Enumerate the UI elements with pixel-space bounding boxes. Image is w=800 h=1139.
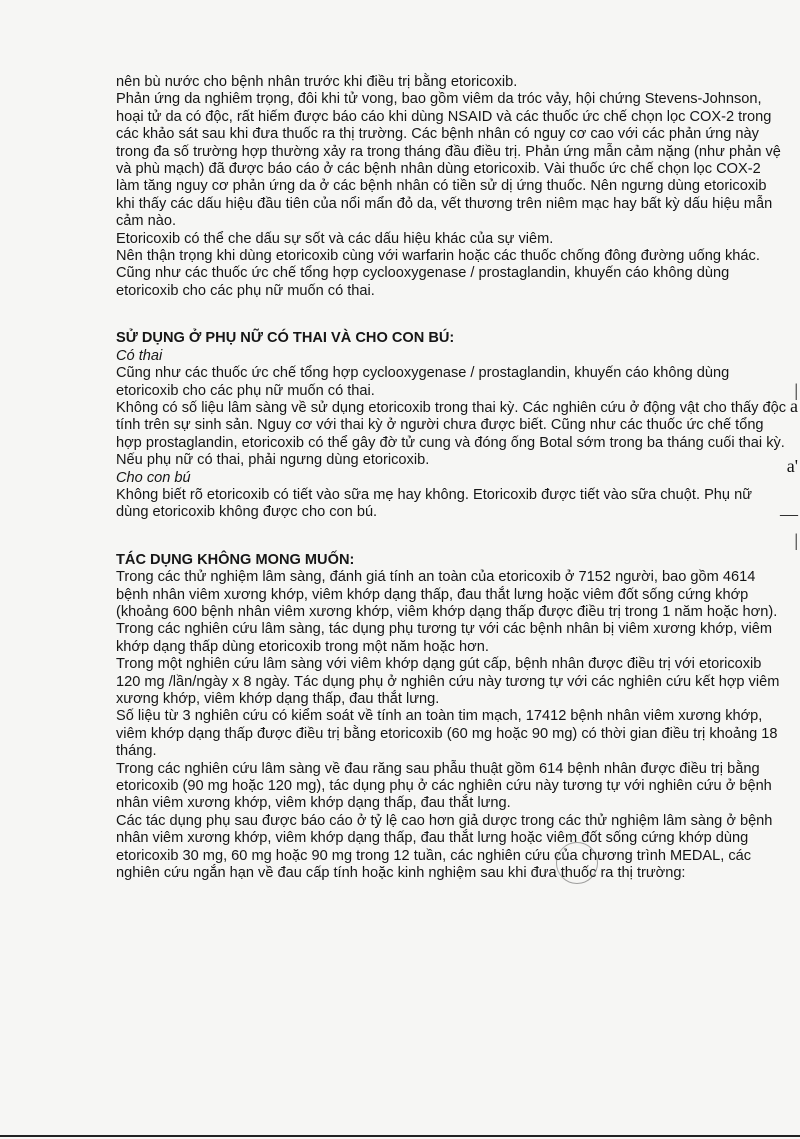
paragraph: nên bù nước cho bệnh nhân trước khi điều trị bằng etoricoxib.	[116, 74, 518, 90]
paragraph: Không có số liệu lâm sàng về sử dụng etoricoxib trong thai kỳ. Các nghiên cứu ở động vật cho thấy độc tính trên sự sinh sản. Nguy cơ với thai kỳ ở người chưa được biết. Cũng như các thuốc ức chế tổng hợp prostaglandin, etoricoxib có thể gây đờ tử cung và đóng ống Botal sớm trong ba tháng cuối thai kỳ. Nếu phụ nữ có thai, phải ngưng dùng etoricoxib.	[116, 399, 787, 469]
paragraph: Các tác dụng phụ sau được báo cáo ở tỷ lệ cao hơn giả dược trong các thử nghiệm lâm sàng ở bệnh nhân viêm xương khớp, viêm khớp dạng thấp, đau thắt lưng hoặc viêm đốt sống cứng khớp dùng etoricoxib 30 mg, 60 mg hoặc 90 mg trong 12 tuần, các nghiên cứu của chương trình MEDAL, các nghiên cứu ngắn hạn về đau cấp tính hoặc kinh nghiệm sau khi đưa thuốc ra thị trường:	[116, 812, 773, 882]
paragraph: Trong các nghiên cứu lâm sàng về đau răng sau phẫu thuật gồm 614 bệnh nhân được điều trị bằng etoricoxib (90 mg hoặc 120 mg), tác dụng phụ ở các nghiên cứu này tương tự với nghiên cứu ở bệnh nhân viêm xương khớp, viêm khớp dạng thấp, đau thắt lưng.	[116, 760, 772, 812]
section-heading-adverse-effects: TÁC DỤNG KHÔNG MONG MUỐN:	[116, 551, 355, 568]
paragraph: Nên thận trọng khi dùng etoricoxib cùng với warfarin hoặc các thuốc chống đông đường uống khác.	[116, 248, 760, 265]
paragraph: Trong một nghiên cứu lâm sàng với viêm khớp dạng gút cấp, bệnh nhân được điều trị với etoricoxib 120 mg /lần/ngày x 8 ngày. Tác dụng phụ ở nghiên cứu này tương tự với các nghiên cứu kết hợp viêm xương khớp, viêm khớp dạng thấp, đau thắt lưng.	[116, 656, 780, 707]
edge-mark: a'	[786, 456, 798, 476]
edge-mark: a	[790, 396, 798, 416]
subheading-pregnancy: Có thai	[116, 347, 163, 364]
stamp-mark	[556, 842, 598, 884]
paragraph: Trong các thử nghiệm lâm sàng, đánh giá tính an toàn của etoricoxib ở 7152 người, bao gồm 4614 bệnh nhân viêm xương khớp, viêm khớp dạng thấp, đau thắt lưng hoặc viêm đốt sống cứng khớp (khoảng 600 bệnh nhân viêm xương khớp, viêm khớp dạng thấp được điều trị trong 1 năm hoặc hơn).	[116, 569, 778, 620]
document-page	[116, 74, 788, 882]
edge-mark: |	[794, 530, 798, 550]
page-edge-marks	[776, 380, 800, 580]
section-heading-pregnancy: SỬ DỤNG Ở PHỤ NỮ CÓ THAI VÀ CHO CON BÚ:	[116, 330, 455, 347]
paragraph: Cũng như các thuốc ức chế tổng hợp cyclooxygenase / prostaglandin, khuyến cáo không dùng etoricoxib cho các phụ nữ muốn có thai.	[116, 265, 730, 299]
edge-mark: |	[794, 380, 798, 400]
paragraph: Không biết rõ etoricoxib có tiết vào sữa mẹ hay không. Etoricoxib được tiết vào sữa chuột. Phụ nữ dùng etoricoxib không được cho con bú.	[116, 486, 752, 521]
bottom-edge-line	[0, 1135, 800, 1137]
paragraph: Etoricoxib có thể che dấu sự sốt và các dấu hiệu khác của sự viêm.	[116, 230, 554, 247]
paragraph: Trong các nghiên cứu lâm sàng, tác dụng phụ tương tự với các bệnh nhân bị viêm xương khớp, viêm khớp dạng thấp dùng etoricoxib trong một năm hoặc hơn.	[116, 621, 773, 655]
paragraph: Phản ứng da nghiêm trọng, đôi khi tử vong, bao gồm viêm da tróc vảy, hội chứng Stevens-Johnson, hoại tử da có độc, rất hiếm được báo cáo khi dùng NSAID và các thuốc ức chế chọn lọc COX-2 trong các khảo sát sau khi đưa thuốc ra thị trường. Các bệnh nhân có nguy cơ cao với các phản ứng này trong đa số trường hợp thường xảy ra trong tháng đầu điều trị. Phản ứng mẫn cảm nặng (như phản vệ và phù mạch) đã được báo cáo ở các bệnh nhân dùng etoricoxib. Vài thuốc ức chế chọn lọc COX-2 làm tăng nguy cơ phản ứng da ở các bệnh nhân có tiền sử dị ứng thuốc. Nên ngưng dùng etoricoxib khi thấy các dấu hiệu đầu tiên của nổi mẩn đỏ da, vết thương trên niêm mạc hay bất kỳ dấu hiệu mẫn cảm nào.	[116, 91, 781, 230]
paragraph: Số liệu từ 3 nghiên cứu có kiểm soát về tính an toàn tim mạch, 17412 bệnh nhân viêm xương khớp, viêm khớp dạng thấp được điều trị bằng etoricoxib (60 mg hoặc 90 mg) có thời gian điều trị khoảng 18 tháng.	[116, 708, 778, 760]
subheading-breastfeeding: Cho con bú	[116, 469, 191, 486]
edge-mark: —	[780, 504, 798, 524]
paragraph: Cũng như các thuốc ức chế tổng hợp cyclooxygenase / prostaglandin, khuyến cáo không dùng etoricoxib cho các phụ nữ muốn có thai.	[116, 365, 730, 399]
